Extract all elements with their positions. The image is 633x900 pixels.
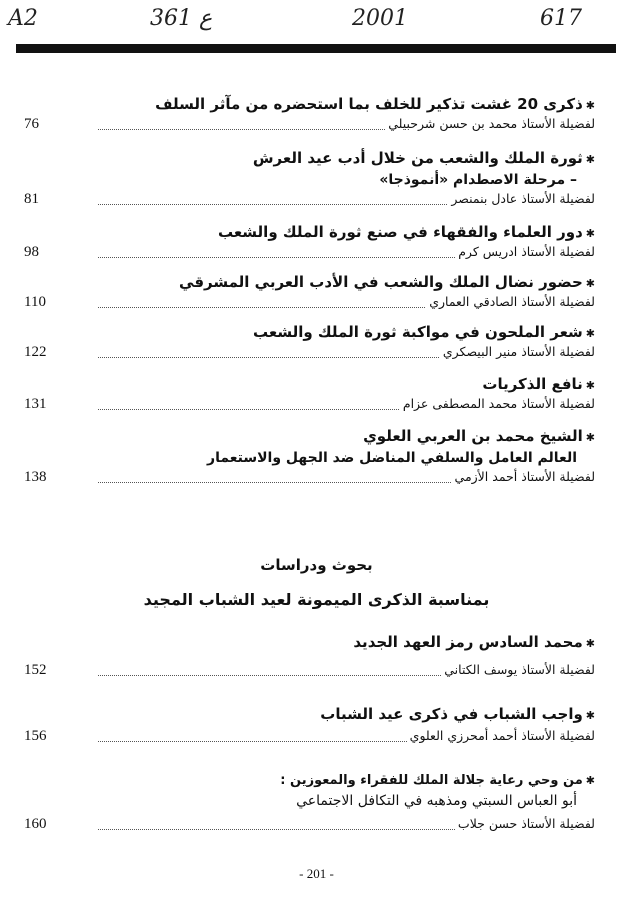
entry-title: دور العلماء والفقهاء في صنع ثورة الملك والشعب [217,223,583,241]
entry-author: لفضيلة الأستاذ ادريس كرم [455,244,595,259]
entry-author: لفضيلة الأستاذ الصادقي العماري [426,294,595,309]
toc-entry [24,148,595,211]
leader-dots [98,204,475,205]
entry-page: 98 [24,244,39,260]
entry-page: 160 [24,816,47,832]
leader-dots [98,675,475,676]
entry-title: نافع الذكريات [482,375,583,393]
leader-dots [98,482,475,483]
star-icon: ✱ [585,327,595,340]
entry-subtitle: – مرحلة الاصطدام «أنموذجا» [379,172,577,188]
toc-entry [24,94,595,136]
entry-page: 138 [24,469,47,485]
toc-entry [24,322,595,364]
entry-subtitle: العالم العامل والسلفي المناضل ضد الجهل والاستعمار [207,450,577,466]
entry-page: 152 [24,662,47,678]
entry-title: شعر الملحون في مواكبة ثورة الملك والشعب [253,323,583,341]
entry-page: 76 [24,116,39,132]
section-subheading: بمناسبة الذكرى الميمونة لعيد الشباب المجيد [143,590,490,609]
leader-dots [98,357,475,358]
star-icon: ✱ [585,227,595,240]
page-number: - 201 - [299,866,334,881]
entry-title: من وحي رعاية جلالة الملك للفقراء والمعوزين : [280,773,583,788]
star-icon: ✱ [585,153,595,166]
star-icon: ✱ [585,637,595,650]
toc-entry [24,222,595,264]
handwritten-mark-a2: A2 [8,6,38,31]
star-icon: ✱ [585,709,595,722]
entry-author: لفضيلة الأستاذ محمد المصطفى عزام [400,396,595,411]
leader-dots [98,307,475,308]
leader-dots [98,829,475,830]
entry-author: لفضيلة الأستاذ حسن جلاب [455,816,595,831]
entry-title: حضور نضال الملك والشعب في الأدب العربي المشرقي [179,273,583,291]
entry-author: لفضيلة الأستاذ أحمد الأزمي [452,469,595,484]
entry-author: لفضيلة الأستاذ أحمد أمحرزي العلوي [407,728,595,743]
handwritten-mark-year: 2001 [352,6,408,31]
star-icon: ✱ [585,99,595,112]
entry-author: لفضيلة الأستاذ عادل بنمنصر [448,191,595,206]
entry-page: 122 [24,344,47,360]
entry-page: 156 [24,728,47,744]
entry-title: ذكرى 20 غشت تذكير للخلف بما استحضره من مآثر السلف [155,95,583,113]
star-icon: ✱ [585,774,595,787]
entry-page: 110 [24,294,46,310]
entry-title: واجب الشباب في ذكرى عيد الشباب [320,705,583,723]
star-icon: ✱ [585,431,595,444]
entry-author: لفضيلة الأستاذ منير البيصكري [440,344,595,359]
toc-entry [24,426,595,489]
toc-entry [24,374,595,416]
entry-author: لفضيلة الأستاذ محمد بن حسن شرحبيلي [385,116,595,131]
entry-title: محمد السادس رمز العهد الجديد [353,633,583,651]
star-icon: ✱ [585,277,595,290]
star-icon: ✱ [585,379,595,392]
handwritten-mark-number: 617 [540,6,582,31]
handwritten-mark-issue: 361 ع [150,6,213,31]
entry-page: 131 [24,396,47,412]
leader-dots [98,257,475,258]
section-heading: بحوث ودراسات [260,556,373,574]
entry-author: لفضيلة الأستاذ يوسف الكتاني [441,662,595,677]
entry-title: ثورة الملك والشعب من خلال أدب عيد العرش [252,149,583,167]
toc-entry [24,704,595,748]
entry-title: الشيخ محمد بن العربي العلوي [363,427,583,445]
toc-entry [24,632,595,682]
entry-page: 81 [24,191,39,207]
entry-subtitle: أبو العباس السبتي ومذهبه في التكافل الاجتماعي [296,793,577,809]
toc-entry [24,272,595,314]
header-rule [16,44,616,53]
toc-entry [24,770,595,836]
